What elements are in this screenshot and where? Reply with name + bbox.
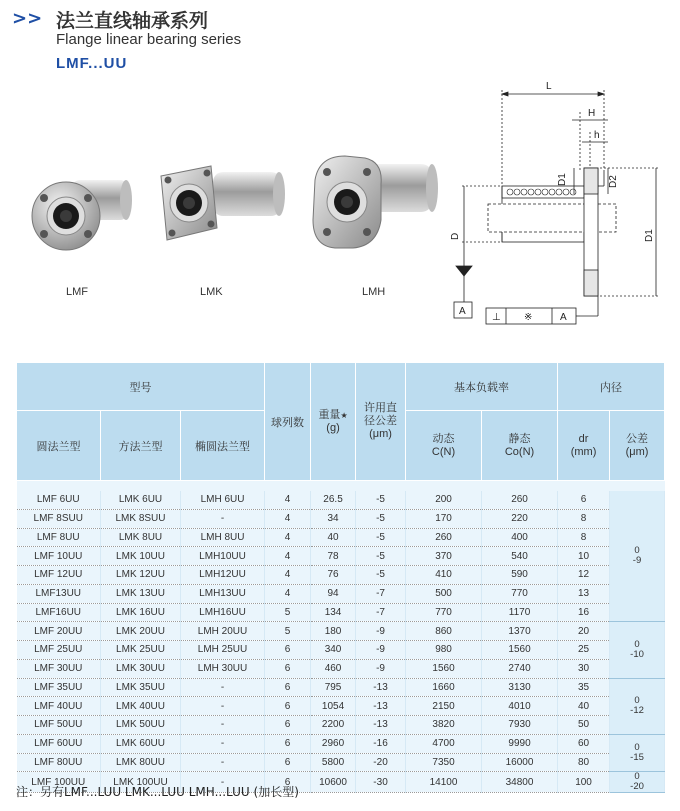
dim-label-h: h — [594, 130, 600, 141]
cell-static: 9990 — [482, 734, 558, 753]
cell-ecc: -20 — [356, 753, 406, 772]
cell-weight: 180 — [311, 622, 356, 641]
cell-lmf: LMF 30UU — [17, 659, 101, 678]
lmk-bearing-photo — [155, 158, 285, 270]
tolerance-group-5: 0 -20 — [610, 772, 665, 793]
cell-lmf: LMF 100UU — [17, 772, 101, 793]
cell-lmh: LMH12UU — [181, 566, 265, 585]
cell-rows: 4 — [265, 566, 311, 585]
cell-static: 7930 — [482, 716, 558, 735]
cell-lmk: LMK 80UU — [101, 753, 181, 772]
cell-lmh: - — [181, 697, 265, 716]
cell-ecc: -16 — [356, 734, 406, 753]
cell-lmf: LMF 35UU — [17, 678, 101, 697]
cell-rows: 6 — [265, 716, 311, 735]
cell-rows: 4 — [265, 491, 311, 510]
cell-lmh: LMH13UU — [181, 584, 265, 603]
cell-dr: 10 — [558, 547, 610, 566]
cell-dr: 8 — [558, 509, 610, 528]
cell-ecc: -7 — [356, 584, 406, 603]
cell-lmf: LMF 25UU — [17, 641, 101, 660]
cell-ecc: -9 — [356, 659, 406, 678]
cell-dynamic: 4700 — [406, 734, 482, 753]
cell-dynamic: 14100 — [406, 772, 482, 793]
table-row — [17, 678, 665, 697]
cell-weight: 134 — [311, 603, 356, 622]
cell-dynamic: 3820 — [406, 716, 482, 735]
cell-weight: 2200 — [311, 716, 356, 735]
lmh-photo-label: LMH — [362, 286, 386, 298]
cell-lmk: LMK 16UU — [101, 603, 181, 622]
lmh-bearing-photo — [305, 150, 440, 270]
cell-static: 540 — [482, 547, 558, 566]
cell-static: 16000 — [482, 753, 558, 772]
cell-dr: 30 — [558, 659, 610, 678]
cell-dr: 20 — [558, 622, 610, 641]
cell-rows: 6 — [265, 659, 311, 678]
table-row — [17, 734, 665, 753]
cell-lmh: - — [181, 753, 265, 772]
header-dr: dr (mm) — [558, 411, 610, 481]
cell-lmh: LMH 8UU — [181, 528, 265, 547]
cell-lmf: LMF13UU — [17, 584, 101, 603]
table-row — [17, 641, 665, 660]
cell-static: 3130 — [482, 678, 558, 697]
cell-lmf: LMF 80UU — [17, 753, 101, 772]
cell-static: 1560 — [482, 641, 558, 660]
cell-dr: 25 — [558, 641, 610, 660]
cell-lmh: LMH10UU — [181, 547, 265, 566]
cell-lmf: LMF 8SUU — [17, 509, 101, 528]
cell-static: 590 — [482, 566, 558, 585]
footnote: 注：另有LMF...LUU LMK...LUU LMH...LUU (加长型) — [16, 785, 299, 799]
cell-static: 1370 — [482, 622, 558, 641]
cell-weight: 1054 — [311, 697, 356, 716]
cell-ecc: -5 — [356, 547, 406, 566]
cell-ecc: -5 — [356, 566, 406, 585]
cell-lmh: LMH 30UU — [181, 659, 265, 678]
cell-dynamic: 770 — [406, 603, 482, 622]
cell-dr: 13 — [558, 584, 610, 603]
title-english: Flange linear bearing series — [56, 31, 242, 48]
cell-dynamic: 2150 — [406, 697, 482, 716]
header-static: 静态 Co(N) — [482, 411, 558, 481]
cell-rows: 4 — [265, 584, 311, 603]
cell-ecc: -9 — [356, 641, 406, 660]
cell-lmf: LMF 10UU — [17, 547, 101, 566]
cell-rows: 4 — [265, 547, 311, 566]
cell-dynamic: 370 — [406, 547, 482, 566]
cell-static: 770 — [482, 584, 558, 603]
perpendicularity-symbol: ⊥ — [492, 312, 501, 323]
cell-dr: 100 — [558, 772, 610, 793]
cell-dr: 6 — [558, 491, 610, 510]
cell-lmh: LMH 6UU — [181, 491, 265, 510]
header-basic-load: 基本负载率 — [406, 363, 558, 411]
header-eccentricity: 许用直 径公差 (μm) — [356, 363, 406, 481]
cell-dr: 80 — [558, 753, 610, 772]
cell-lmf: LMF 50UU — [17, 716, 101, 735]
dim-label-D1: D1 — [644, 229, 655, 242]
cell-weight: 10600 — [311, 772, 356, 793]
table-row — [17, 622, 665, 641]
table-row — [17, 716, 665, 735]
table-row — [17, 509, 665, 528]
header-ball-rows: 球列数 — [265, 363, 311, 481]
header-tolerance: 公差 (μm) — [610, 411, 665, 481]
cell-static: 1170 — [482, 603, 558, 622]
cell-lmf: LMF 60UU — [17, 734, 101, 753]
cell-ecc: -9 — [356, 622, 406, 641]
cell-lmh: LMH 20UU — [181, 622, 265, 641]
datum-label-A: A — [459, 306, 466, 317]
cell-rows: 4 — [265, 509, 311, 528]
cell-dynamic: 980 — [406, 641, 482, 660]
cell-weight: 5800 — [311, 753, 356, 772]
tolerance-group-2: 0 -10 — [610, 622, 665, 678]
cell-dynamic: 500 — [406, 584, 482, 603]
cell-dynamic: 260 — [406, 528, 482, 547]
cell-dynamic: 200 — [406, 491, 482, 510]
cell-rows: 6 — [265, 734, 311, 753]
cell-static: 34800 — [482, 772, 558, 793]
cell-lmk: LMK 8UU — [101, 528, 181, 547]
spec-table — [16, 362, 665, 793]
cell-static: 4010 — [482, 697, 558, 716]
cell-dr: 60 — [558, 734, 610, 753]
cell-lmk: LMK 12UU — [101, 566, 181, 585]
cell-dr: 8 — [558, 528, 610, 547]
cell-lmk: LMK 30UU — [101, 659, 181, 678]
cell-ecc: -5 — [356, 491, 406, 510]
cell-lmk: LMK 10UU — [101, 547, 181, 566]
cell-lmh: - — [181, 678, 265, 697]
lmk-photo-label: LMK — [200, 286, 223, 298]
cell-lmh: - — [181, 509, 265, 528]
table-row — [17, 566, 665, 585]
cell-ecc: -5 — [356, 528, 406, 547]
cell-lmf: LMF 12UU — [17, 566, 101, 585]
cell-lmk: LMK 100UU — [101, 772, 181, 793]
lmf-photo-label: LMF — [66, 286, 88, 298]
cell-lmf: LMF 6UU — [17, 491, 101, 510]
cell-dr: 12 — [558, 566, 610, 585]
table-row — [17, 528, 665, 547]
table-row — [17, 491, 665, 510]
cell-lmh: - — [181, 734, 265, 753]
cell-lmh: LMH16UU — [181, 603, 265, 622]
cell-lmk: LMK 20UU — [101, 622, 181, 641]
table-row — [17, 753, 665, 772]
cell-weight: 340 — [311, 641, 356, 660]
table-row — [17, 584, 665, 603]
header-weight: 重量★ (g) — [311, 363, 356, 481]
cell-ecc: -7 — [356, 603, 406, 622]
cell-dynamic: 410 — [406, 566, 482, 585]
cell-ecc: -30 — [356, 772, 406, 793]
cell-weight: 76 — [311, 566, 356, 585]
cell-dr: 35 — [558, 678, 610, 697]
cell-static: 400 — [482, 528, 558, 547]
cell-weight: 2960 — [311, 734, 356, 753]
tolerance-group-4: 0 -15 — [610, 734, 665, 772]
cell-lmf: LMF16UU — [17, 603, 101, 622]
cell-weight: 94 — [311, 584, 356, 603]
cell-ecc: -13 — [356, 697, 406, 716]
cell-lmh: LMH 25UU — [181, 641, 265, 660]
cell-lmk: LMK 40UU — [101, 697, 181, 716]
dim-label-D2: D2 — [608, 175, 619, 188]
cell-weight: 460 — [311, 659, 356, 678]
header-bore: 内径 — [558, 363, 665, 411]
dim-label-L: L — [546, 81, 552, 92]
cell-weight: 78 — [311, 547, 356, 566]
header-model: 型号 — [17, 363, 265, 411]
cell-lmf: LMF 20UU — [17, 622, 101, 641]
dimension-drawing — [440, 76, 676, 326]
cell-lmk: LMK 25UU — [101, 641, 181, 660]
cell-lmf: LMF 8UU — [17, 528, 101, 547]
dim-label-D1-small: D1 — [557, 173, 568, 186]
table-row — [17, 547, 665, 566]
lmf-bearing-photo — [22, 158, 134, 270]
cell-rows: 6 — [265, 697, 311, 716]
cell-rows: 5 — [265, 622, 311, 641]
tolerance-group-1: 0 -9 — [610, 491, 665, 622]
cell-ecc: -13 — [356, 678, 406, 697]
cell-rows: 6 — [265, 641, 311, 660]
cell-dynamic: 1560 — [406, 659, 482, 678]
model-series: LMF...UU — [56, 55, 128, 72]
header-round-flange: 圆法兰型 — [17, 411, 101, 481]
title-chinese: 法兰直线轴承系列 — [56, 10, 209, 32]
cell-weight: 34 — [311, 509, 356, 528]
header-oval-flange: 椭圆法兰型 — [181, 411, 265, 481]
header-arrows: >> — [12, 8, 43, 29]
tolerance-mark: ※ — [524, 312, 533, 323]
cell-dr: 40 — [558, 697, 610, 716]
table-row — [17, 697, 665, 716]
cell-ecc: -5 — [356, 509, 406, 528]
cell-rows: 6 — [265, 753, 311, 772]
header-dynamic: 动态 C(N) — [406, 411, 482, 481]
table-row — [17, 659, 665, 678]
cell-lmf: LMF 40UU — [17, 697, 101, 716]
cell-dr: 50 — [558, 716, 610, 735]
cell-rows: 5 — [265, 603, 311, 622]
cell-weight: 26.5 — [311, 491, 356, 510]
cell-weight: 40 — [311, 528, 356, 547]
tolerance-group-3: 0 -12 — [610, 678, 665, 734]
cell-rows: 6 — [265, 772, 311, 793]
cell-lmh: - — [181, 716, 265, 735]
cell-dynamic: 860 — [406, 622, 482, 641]
cell-lmk: LMK 35UU — [101, 678, 181, 697]
cell-lmk: LMK 60UU — [101, 734, 181, 753]
cell-static: 260 — [482, 491, 558, 510]
cell-ecc: -13 — [356, 716, 406, 735]
cell-weight: 795 — [311, 678, 356, 697]
cell-lmk: LMK 8SUU — [101, 509, 181, 528]
cell-lmk: LMK 13UU — [101, 584, 181, 603]
dim-label-D: D — [450, 232, 461, 240]
cell-static: 220 — [482, 509, 558, 528]
cell-rows: 4 — [265, 528, 311, 547]
dim-label-H: H — [588, 108, 596, 119]
cell-dr: 16 — [558, 603, 610, 622]
table-row — [17, 603, 665, 622]
cell-dynamic: 1660 — [406, 678, 482, 697]
cell-static: 2740 — [482, 659, 558, 678]
cell-dynamic: 7350 — [406, 753, 482, 772]
tolerance-datum: A — [560, 312, 567, 323]
cell-lmh: - — [181, 772, 265, 793]
cell-lmk: LMK 6UU — [101, 491, 181, 510]
cell-rows: 6 — [265, 678, 311, 697]
cell-lmk: LMK 50UU — [101, 716, 181, 735]
cell-dynamic: 170 — [406, 509, 482, 528]
header-square-flange: 方法兰型 — [101, 411, 181, 481]
